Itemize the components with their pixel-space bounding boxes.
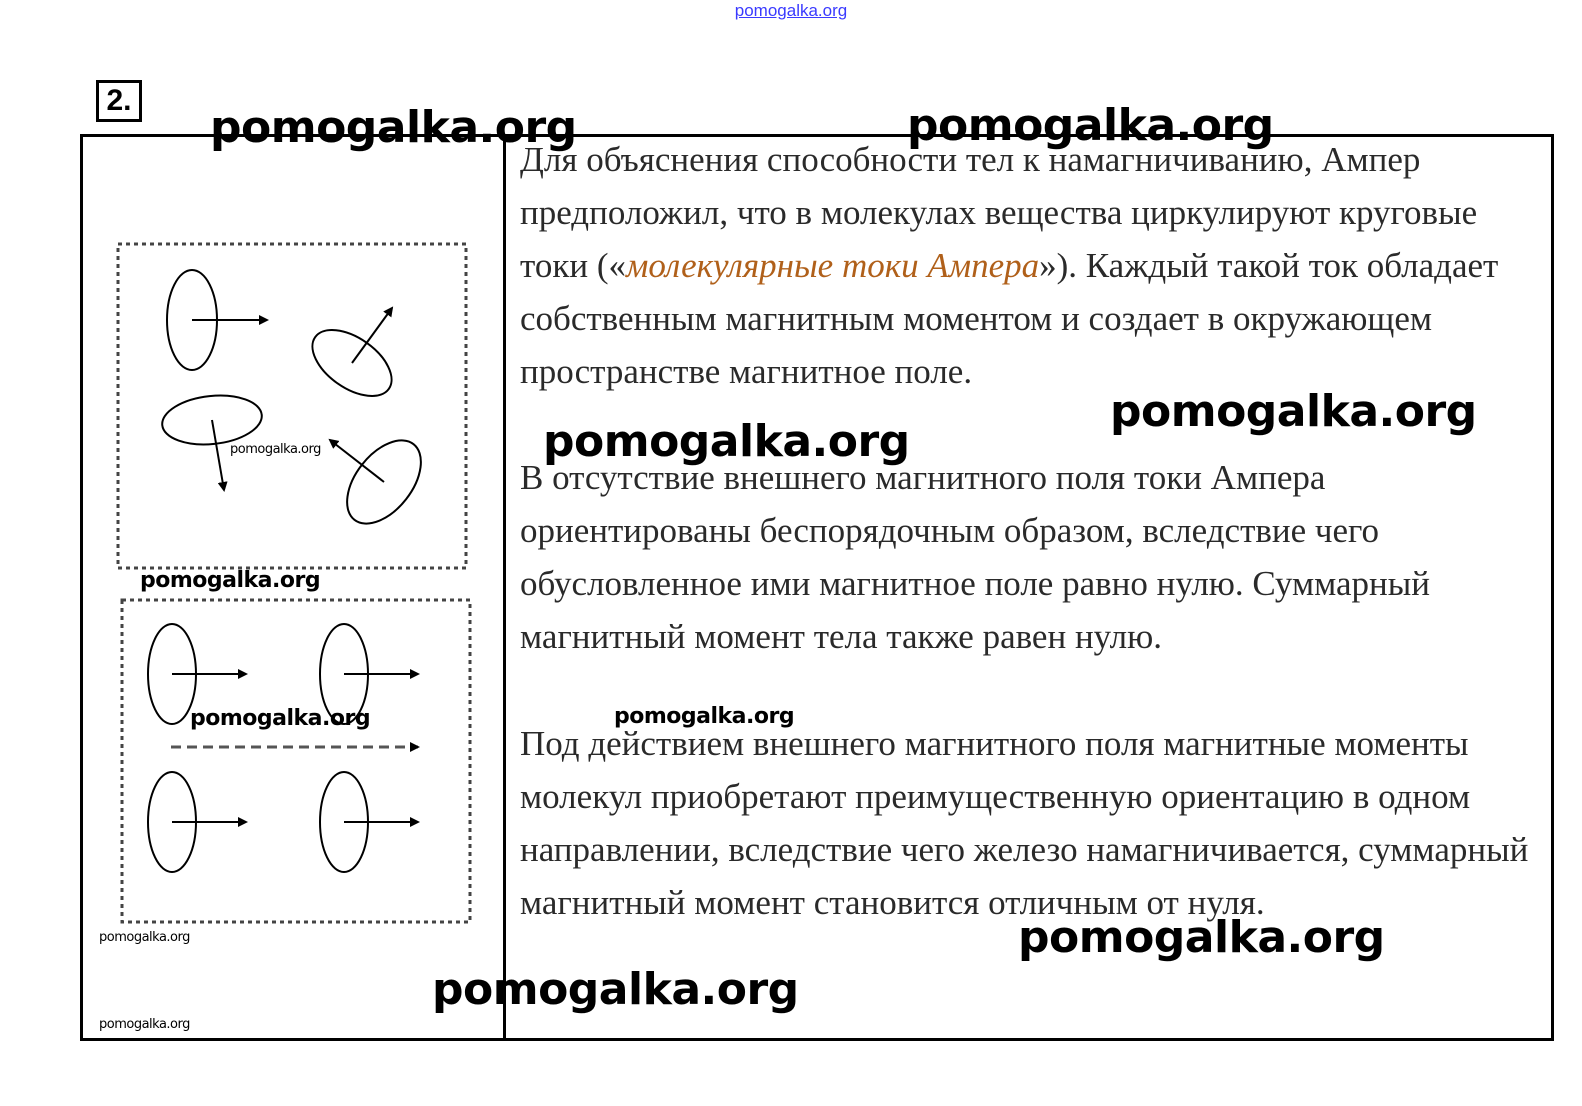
- current-loop-1: [167, 270, 267, 370]
- watermark: pomogalka.org: [190, 706, 371, 731]
- figure-aligned-currents: [116, 594, 476, 928]
- current-loop-3: [160, 391, 264, 490]
- column-divider: [503, 134, 506, 1041]
- watermark: pomogalka.org: [99, 1017, 190, 1032]
- aligned-loop-4: [320, 772, 418, 872]
- site-link[interactable]: pomogalka.org: [734, 1, 848, 20]
- watermark: pomogalka.org: [907, 100, 1274, 151]
- paragraph-external-field: Под действием внешнего магнитного поля магнитные моменты молекул приобретают преимущественную ориентацию в одном направлении, вследствие чего железо намагничивается, суммарный магнитный момент становится отличным от нуля.: [520, 724, 1529, 922]
- aligned-loop-3: [148, 772, 246, 872]
- watermark: pomogalka.org: [210, 102, 577, 153]
- figure-dashed-border: [122, 600, 470, 922]
- current-loop-4: [330, 427, 436, 537]
- task-number: 2.: [96, 80, 142, 122]
- figure-random-currents: [112, 238, 472, 574]
- highlight-ampere-currents: молекулярные токи Ампера: [625, 246, 1040, 285]
- watermark: pomogalka.org: [230, 442, 321, 457]
- paragraph-ampere-hypothesis: Для объяснения способности тел к намагничиванию, Ампер предположил, что в молекулах вещества циркулируют круговые токи («молекулярные токи Ампера»). Каждый такой ток обладает собственным магнитным моментом и создает в окружающем пространстве магнитное поле.: [520, 140, 1499, 391]
- watermark: pomogalka.org: [140, 568, 321, 593]
- watermark: pomogalka.org: [432, 964, 799, 1015]
- watermark: pomogalka.org: [99, 930, 190, 945]
- watermark: pomogalka.org: [1018, 912, 1385, 963]
- watermark: pomogalka.org: [1110, 386, 1477, 437]
- current-loop-2: [301, 308, 403, 409]
- watermark: pomogalka.org: [614, 704, 795, 729]
- watermark: pomogalka.org: [543, 416, 910, 467]
- paragraph-no-external-field: В отсутствие внешнего магнитного поля токи Ампера ориентированы беспорядочным образом, вследствие чего обусловленное ими магнитное поле равно нулю. Суммарный магнитный момент тела также равен нулю.: [520, 458, 1431, 656]
